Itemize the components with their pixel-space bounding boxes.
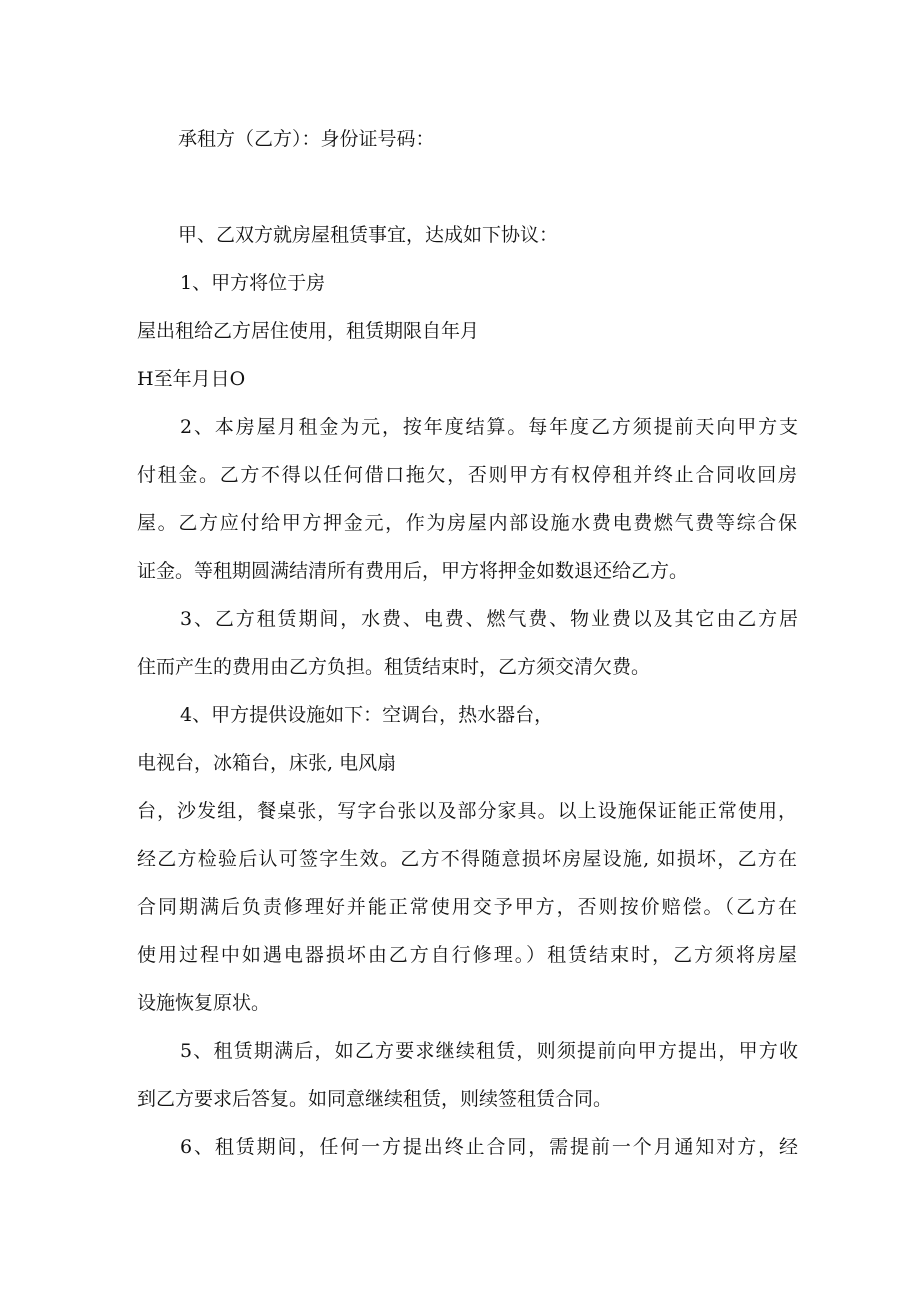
clause-4-line-7: 设施恢复原状。: [137, 992, 271, 1014]
clause-1-line-2: 屋出租给乙方居住使用，租赁期限自年月: [137, 320, 480, 342]
clause-6-line-1: 6、租赁期间，任何一方提出终止合同，需提前一个月通知对方，经: [180, 1136, 798, 1158]
clause-4-line-2: 电视台，冰箱台，床张, 电风扇: [137, 752, 397, 774]
clause-2-line-2: 付租金。乙方不得以任何借口拖欠，否则甲方有权停租并终止合同收回房: [137, 464, 797, 486]
clause-2-line-4: 证金。等租期圆满结清所有费用后，甲方将押金如数退还给乙方。: [137, 560, 689, 582]
tenant-id-line: 承租方（乙方）：身份证号码：: [178, 128, 435, 150]
clause-2-line-3: 屋。乙方应付给甲方押金元，作为房屋内部设施水费电费燃气费等综合保: [137, 512, 797, 534]
clause-3-line-2: 住而产生的费用由乙方负担。租赁结束时，乙方须交清欠费。: [137, 656, 651, 678]
clause-4-line-3: 台，沙发组，餐桌张，写字台张以及部分家具。以上设施保证能正常使用，: [137, 800, 797, 822]
clause-4-line-6: 使用过程中如遇电器损坏由乙方自行修理。）租赁结束时，乙方须将房屋: [137, 944, 797, 966]
clause-1-line-3: H至年月日O: [137, 368, 246, 390]
clause-4-line-1: 4、甲方提供设施如下：空调台，热水器台，: [180, 704, 554, 726]
clause-3-line-1: 3、乙方租赁期间，水费、电费、燃气费、物业费以及其它由乙方居: [180, 608, 798, 630]
clause-4-line-5: 合同期满后负责修理好并能正常使用交予甲方，否则按价赔偿。（乙方在: [137, 896, 797, 918]
clause-4-line-4: 经乙方检验后认可签字生效。乙方不得随意损坏房屋设施, 如损坏，乙方在: [137, 848, 797, 870]
clause-5-line-1: 5、租赁期满后，如乙方要求继续租赁，则须提前向甲方提出，甲方收: [180, 1040, 798, 1062]
clause-2-line-1: 2、本房屋月租金为元，按年度结算。每年度乙方须提前天向甲方支: [180, 416, 798, 438]
agreement-intro: 甲、乙双方就房屋租赁事宜，达成如下协议：: [178, 224, 559, 246]
clause-1-line-1: 1、甲方将位于房: [180, 272, 326, 294]
clause-5-line-2: 到乙方要求后答复。如同意继续租赁，则续签租赁合同。: [137, 1088, 613, 1110]
